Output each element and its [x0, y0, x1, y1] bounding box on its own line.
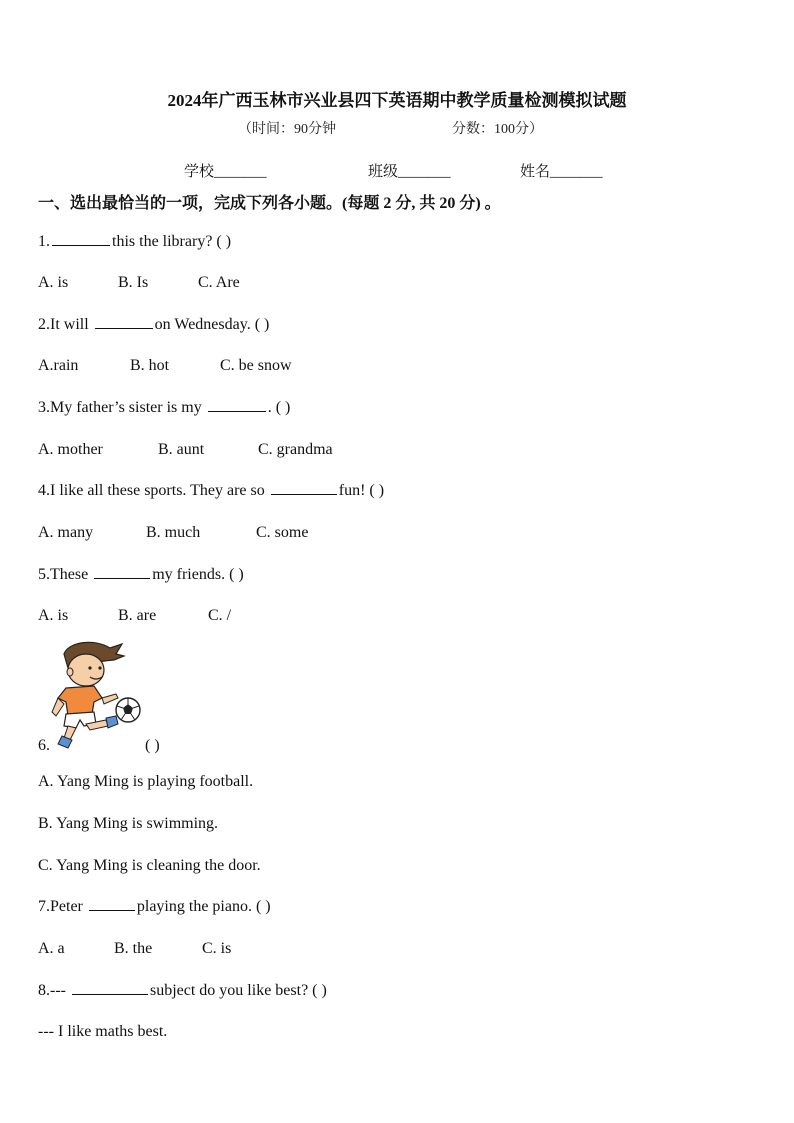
question-5: 5.These my friends. ( ) [38, 566, 244, 583]
question-4: 4.I like all these sports. They are so fun! ( ) [38, 482, 385, 499]
q1-option-b: B. Is [118, 274, 149, 291]
question-1: 1. this the library? ( ) [38, 233, 232, 250]
q5-option-a: A. is [38, 607, 69, 624]
question-2: 2.It will on Wednesday. ( ) [38, 316, 270, 333]
q5-option-c: C. / [208, 607, 232, 624]
name-field: 姓名_______ [520, 164, 603, 180]
question-3: 3.My father’s sister is my . ( ) [38, 399, 291, 416]
exam-score: 分数：100分） [452, 122, 543, 137]
q4-option-b: B. much [146, 524, 201, 541]
q8-answer-line: --- I like maths best. [38, 1023, 168, 1040]
boy-kicking-football-image [50, 640, 146, 752]
q1-option-c: C. Are [198, 274, 240, 291]
q7-option-a: A. a [38, 940, 65, 957]
exam-time: （时间：90分钟 [238, 122, 336, 137]
q2-option-a: A.rain [38, 357, 79, 374]
page-title: 2024年广西玉林市兴业县四下英语期中教学质量检测模拟试题 [167, 91, 627, 110]
school-field: 学校_______ [184, 164, 267, 180]
q3-option-b: B. aunt [158, 441, 205, 458]
q6-option-a: A. Yang Ming is playing football. [38, 773, 254, 790]
q4-option-a: A. many [38, 524, 94, 541]
q3-option-c: C. grandma [258, 441, 333, 458]
q2-option-c: C. be snow [220, 357, 292, 374]
question-6-paren: ( ) [145, 737, 160, 754]
section-heading: 一、选出最恰当的一项，完成下列各小题。(每题 2 分, 共 20 分) 。 [38, 195, 501, 212]
q6-option-c: C. Yang Ming is cleaning the door. [38, 857, 261, 874]
question-6: 6. [38, 737, 50, 754]
q5-option-b: B. are [118, 607, 157, 624]
question-8: 8.--- subject do you like best? ( ) [38, 982, 327, 999]
q7-option-c: C. is [202, 940, 232, 957]
q2-option-b: B. hot [130, 357, 170, 374]
class-field: 班级_______ [368, 164, 451, 180]
q3-option-a: A. mother [38, 441, 103, 458]
q6-option-b: B. Yang Ming is swimming. [38, 815, 219, 832]
q7-option-b: B. the [114, 940, 153, 957]
q1-option-a: A. is [38, 274, 69, 291]
q4-option-c: C. some [256, 524, 309, 541]
question-7: 7.Peter playing the piano. ( ) [38, 898, 271, 915]
